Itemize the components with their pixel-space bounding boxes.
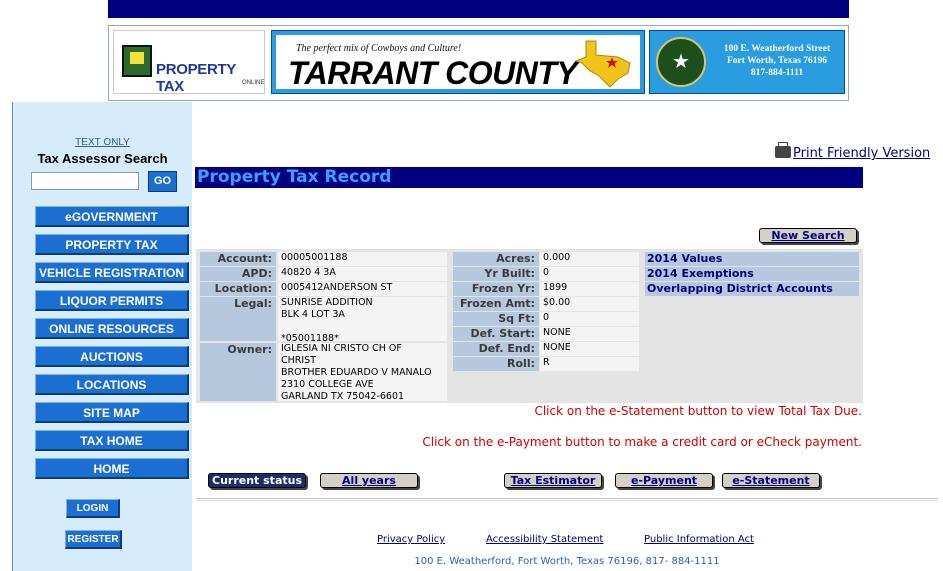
banner-phone: 817-884-1111 (750, 68, 804, 78)
tax-estimator-button[interactable] (504, 473, 602, 488)
top-bar (108, 0, 849, 18)
nav-site-map[interactable]: SITE MAP (35, 402, 189, 423)
divider (196, 498, 938, 501)
owner-label: Owner: (200, 343, 276, 401)
new-search-label: New Search (771, 229, 845, 242)
frozen-yr-label: Frozen Yr: (453, 282, 539, 296)
overlapping-accounts-link[interactable]: Overlapping District Accounts (645, 282, 859, 296)
account-value: 00005001188 (278, 252, 447, 266)
epayment-button[interactable] (615, 473, 713, 488)
login-button[interactable]: LOGIN (66, 499, 120, 518)
owner-line: IGLESIA NI CRISTO CH OF (281, 343, 402, 354)
estatement-message: Click on the e-Statement button to view Total Tax Due. (534, 404, 862, 418)
location-label: Location: (200, 282, 276, 296)
county-banner (271, 30, 645, 94)
seal-address-block (649, 30, 845, 94)
nav-property-tax[interactable]: PROPERTY TAX (35, 234, 189, 255)
sidebar (12, 102, 192, 571)
acres-value: 0.000 (540, 252, 639, 266)
legal-value (278, 297, 447, 341)
all-years-button[interactable] (320, 473, 418, 488)
current-status-button[interactable] (208, 473, 306, 488)
yr-built-label: Yr Built: (453, 267, 539, 281)
county-seal-icon: ★ (656, 37, 706, 87)
nav-egovernment[interactable]: eGOVERNMENT (35, 206, 189, 227)
text-only-link[interactable]: TEXT ONLY (75, 137, 130, 148)
sqft-value: 0 (540, 312, 639, 326)
def-end-label: Def. End: (453, 342, 539, 356)
estatement-button[interactable] (722, 473, 820, 488)
property-tax-logo[interactable] (113, 30, 265, 94)
roll-value: R (540, 357, 639, 371)
yr-built-value: 0 (540, 267, 639, 281)
tax-estimator-label: Tax Estimator (510, 474, 596, 487)
nav-tax-home[interactable]: TAX HOME (35, 430, 189, 451)
all-years-label: All years (342, 474, 396, 487)
legal-line: *05001188* (281, 333, 339, 341)
logo-subtext: ONLINE (242, 80, 265, 86)
current-status-label: Current status (212, 474, 302, 487)
search-title: Tax Assessor Search (37, 151, 168, 166)
sqft-label: Sq Ft: (453, 312, 539, 326)
location-value: 0005412ANDERSON ST (278, 282, 447, 296)
print-friendly-link[interactable] (775, 146, 930, 161)
epayment-label: e-Payment (630, 474, 698, 487)
legal-line: SUNRISE ADDITION (281, 297, 373, 308)
legal-label: Legal: (200, 297, 276, 341)
nav-vehicle-registration[interactable]: VEHICLE REGISTRATION (35, 262, 189, 283)
new-search-button[interactable] (759, 228, 857, 243)
tagline: The perfect mix of Cowboys and Culture! (296, 43, 462, 54)
house-icon (122, 45, 152, 77)
frozen-yr-value: 1899 (540, 282, 639, 296)
owner-line: BROTHER EDUARDO V MANALO (281, 367, 432, 378)
frozen-amt-label: Frozen Amt: (453, 297, 539, 311)
exemptions-2014-link[interactable]: 2014 Exemptions (645, 267, 859, 281)
nav-online-resources[interactable]: ONLINE RESOURCES (35, 318, 189, 339)
apd-value: 40820 4 3A (278, 267, 447, 281)
apd-label: APD: (200, 267, 276, 281)
county-name: TARRANT COUNTY (288, 55, 578, 91)
epayment-message: Click on the e-Payment button to make a credit card or eCheck payment. (422, 435, 862, 449)
nav-locations[interactable]: LOCATIONS (35, 374, 189, 395)
print-friendly-label: Print Friendly Version (793, 146, 931, 161)
privacy-policy-link[interactable]: Privacy Policy (377, 534, 446, 545)
footer-address: 100 E. Weatherford, Fort Worth, Texas 76196, 817- 884-1111 (414, 556, 720, 567)
legal-line: BLK 4 LOT 3A (281, 309, 345, 320)
register-button[interactable]: REGISTER (65, 530, 122, 549)
acres-label: Acres: (453, 252, 539, 266)
roll-label: Roll: (453, 357, 539, 371)
def-start-value: NONE (540, 327, 639, 341)
owner-line: GARLAND TX 75042-6601 (281, 391, 405, 401)
county-banner-inner (276, 35, 640, 89)
banner-address-line1: 100 E. Weatherford Street (723, 44, 831, 54)
banner-address (712, 43, 842, 79)
owner-value (278, 343, 447, 401)
nav-liquor-permits[interactable]: LIQUOR PERMITS (35, 290, 189, 311)
estatement-label: e-Statement (732, 474, 810, 487)
owner-line: 2310 COLLEGE AVE (281, 379, 374, 390)
printer-icon (775, 146, 791, 158)
go-button[interactable]: GO (148, 171, 177, 192)
banner-address-line2: Fort Worth, Texas 76196 (726, 56, 828, 66)
nav-home[interactable]: HOME (35, 458, 189, 479)
nav-auctions[interactable]: AUCTIONS (35, 346, 189, 367)
def-start-label: Def. Start: (453, 327, 539, 341)
def-end-value: NONE (540, 342, 639, 356)
record-title-bar (195, 167, 863, 188)
header-banner (108, 25, 849, 101)
page-title: Property Tax Record (197, 167, 392, 187)
public-information-act-link[interactable]: Public Information Act (644, 534, 754, 545)
texas-map-icon (572, 39, 634, 89)
legal-line (281, 321, 447, 333)
accessibility-statement-link[interactable]: Accessibility Statement (486, 534, 604, 545)
owner-line: CHRIST (281, 355, 317, 366)
search-input[interactable] (31, 172, 139, 190)
values-2014-link[interactable]: 2014 Values (645, 252, 859, 266)
frozen-amt-value: $0.00 (540, 297, 639, 311)
account-label: Account: (200, 252, 276, 266)
logo-text: PROPERTY TAX (156, 61, 236, 95)
